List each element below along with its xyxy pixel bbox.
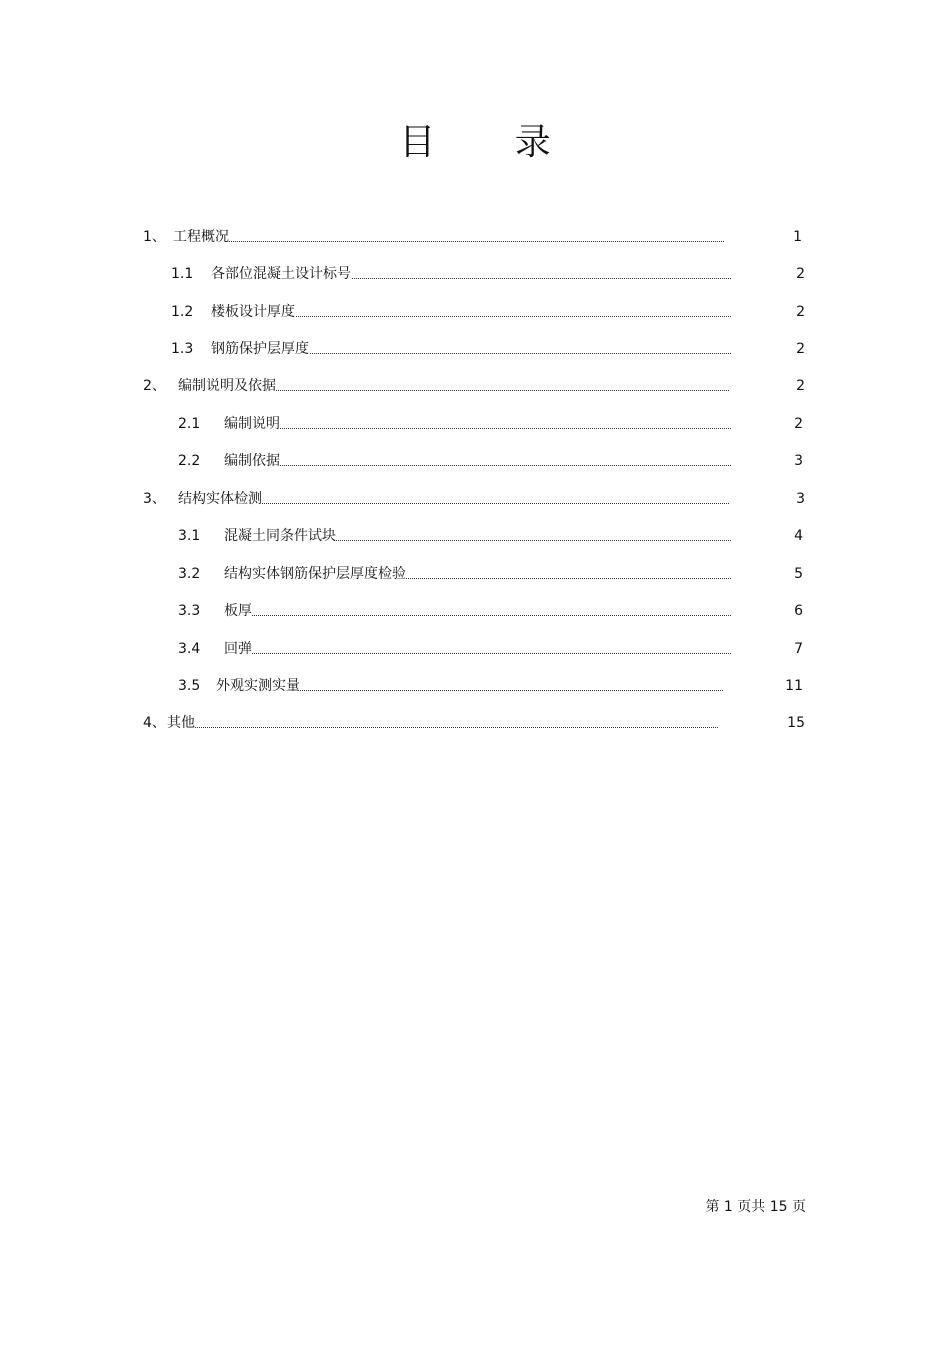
toc-entry-title: [211, 338, 731, 360]
toc-entry-label: 编制说明及依据: [178, 378, 276, 394]
toc-entry-number: 1、: [143, 229, 166, 245]
toc-entry-page: 15: [787, 715, 805, 731]
dot-leader: [224, 428, 731, 429]
toc-entry-label: 工程概况: [173, 229, 229, 245]
toc-entry-number: 3.3: [178, 603, 201, 619]
toc-entry[interactable]: [0, 226, 950, 248]
toc-entry-number: 2、: [143, 378, 166, 394]
toc-entry-title: [178, 488, 729, 510]
toc-entry-label: 板厚: [224, 603, 252, 619]
toc-entry[interactable]: [0, 338, 950, 360]
toc-entry-title: [224, 450, 731, 472]
toc-entry-label: 结构实体钢筋保护层厚度检验: [224, 566, 406, 582]
page-footer: 第 1 页共 15 页: [705, 1199, 806, 1215]
toc-entry[interactable]: [0, 563, 950, 585]
toc-entry-page: 2: [796, 341, 805, 357]
toc-entry[interactable]: [0, 600, 950, 622]
toc-entry-page: 2: [794, 416, 803, 432]
toc-entry-title: [224, 525, 731, 547]
toc-entry-label: 编制依据: [224, 453, 280, 469]
toc-entry-page: 1: [793, 229, 802, 245]
toc-entry[interactable]: [0, 301, 950, 323]
toc-entry-label: 各部位混凝土设计标号: [211, 266, 351, 282]
dot-leader: [224, 615, 731, 616]
toc-entry-label: 编制说明: [224, 416, 280, 432]
toc-entry[interactable]: [0, 488, 950, 510]
toc-entry-number: 1.1: [171, 266, 194, 282]
toc-entry[interactable]: [0, 375, 950, 397]
toc-entry-title: [178, 375, 729, 397]
toc-entry-number: 4、: [143, 715, 166, 731]
toc-entry-title: [211, 263, 731, 285]
toc-entry-title: [224, 600, 731, 622]
toc-entry[interactable]: [0, 712, 950, 734]
dot-leader: [167, 727, 718, 728]
toc-entry-title: [173, 226, 724, 248]
toc-entry-page: 4: [794, 528, 803, 544]
toc-entry-page: 7: [794, 641, 803, 657]
dot-leader: [224, 465, 731, 466]
toc-entry[interactable]: [0, 413, 950, 435]
toc-entry-label: 钢筋保护层厚度: [211, 341, 309, 357]
toc-entry-number: 3.1: [178, 528, 201, 544]
toc-entry-number: 1.3: [171, 341, 194, 357]
toc-entry-title: [224, 563, 731, 585]
toc-entry-title: [167, 712, 718, 734]
toc-entry[interactable]: [0, 450, 950, 472]
toc-entry-page: 3: [796, 491, 805, 507]
toc-entry-label: 结构实体检测: [178, 491, 262, 507]
toc-entry[interactable]: [0, 638, 950, 660]
page-title: 目 录: [399, 122, 585, 163]
toc-entry-number: 2.2: [178, 453, 201, 469]
dot-leader: [173, 241, 724, 242]
toc-entry-label: 混凝土同条件试块: [224, 528, 336, 544]
toc-entry-page: 2: [796, 266, 805, 282]
toc-entry-title: [224, 638, 731, 660]
toc-entry-number: 3.5: [178, 678, 201, 694]
toc-entry-label: 外观实测实量: [216, 678, 300, 694]
toc-entry-number: 3、: [143, 491, 166, 507]
toc-entry-number: 1.2: [171, 304, 194, 320]
toc-entry-page: 11: [785, 678, 803, 694]
toc-entry[interactable]: [0, 675, 950, 697]
toc-entry-number: 2.1: [178, 416, 201, 432]
toc-entry[interactable]: [0, 525, 950, 547]
toc-entry-page: 3: [794, 453, 803, 469]
toc-entry[interactable]: [0, 263, 950, 285]
toc-entry-page: 5: [794, 566, 803, 582]
toc-entry-number: 3.2: [178, 566, 201, 582]
toc-entry-label: 其他: [167, 715, 195, 731]
toc-entry-title: [216, 675, 723, 697]
toc-entry-label: 回弹: [224, 641, 252, 657]
toc-entry-title: [211, 301, 731, 323]
toc-entry-page: 2: [796, 304, 805, 320]
toc-entry-title: [224, 413, 731, 435]
toc-entry-number: 3.4: [178, 641, 201, 657]
toc-entry-page: 2: [796, 378, 805, 394]
toc-entry-page: 6: [794, 603, 803, 619]
dot-leader: [224, 653, 731, 654]
toc-entry-label: 楼板设计厚度: [211, 304, 295, 320]
